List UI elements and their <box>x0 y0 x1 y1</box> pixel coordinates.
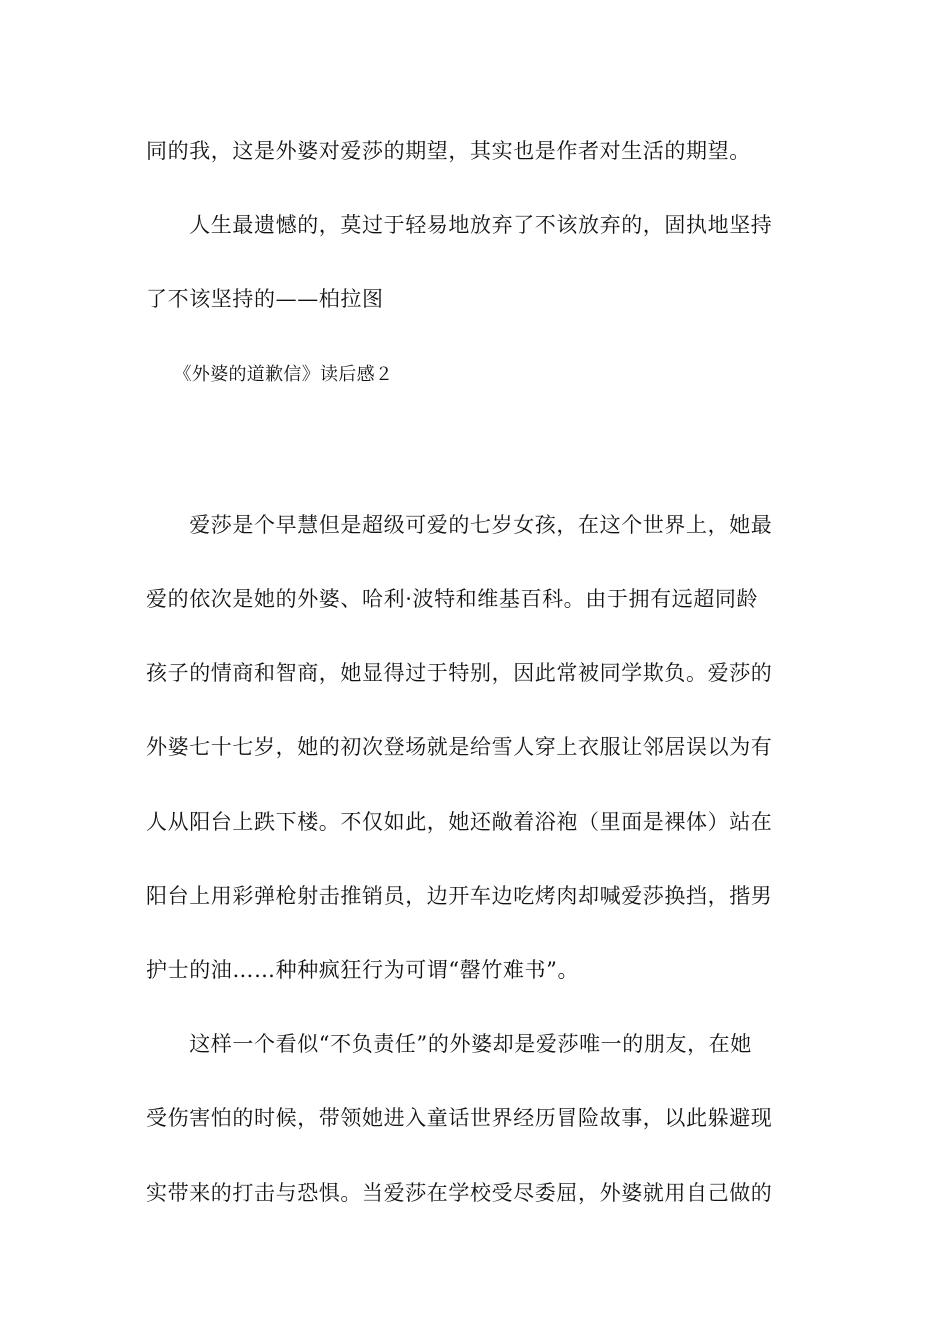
paragraph-3-line-6: 阳台上用彩弹枪射击推销员，边开车边吃烤肉却喊爱莎换挡，揩男 <box>146 884 773 908</box>
paragraph-3-line-5: 人从阳台上跌下楼。不仅如此，她还敞着浴袍（里面是裸体）站在 <box>146 810 773 834</box>
paragraph-3-line-1: 爱莎是个早慧但是超级可爱的七岁女孩，在这个世界上，她最 <box>146 513 773 537</box>
paragraph-1-line-1: 同的我，这是外婆对爱莎的期望，其实也是作者对生活的期望。 <box>146 139 751 163</box>
paragraph-3-line-4: 外婆七十七岁，她的初次登场就是给雪人穿上衣服让邻居误以为有 <box>146 735 773 759</box>
section-heading: 《外婆的道歉信》读后感２ <box>146 364 394 385</box>
paragraph-3-line-2: 爱的依次是她的外婆、哈利·波特和维基百科。由于拥有远超同龄 <box>146 587 759 611</box>
paragraph-3-line-3: 孩子的情商和智商，她显得过于特别，因此常被同学欺负。爱莎的 <box>146 661 773 685</box>
paragraph-4-line-1: 这样一个看似“不负责任”的外婆却是爱莎唯一的朋友，在她 <box>146 1032 752 1056</box>
paragraph-2-line-2: 了不该坚持的——柏拉图 <box>146 287 384 311</box>
paragraph-3-line-7: 护士的油……种种疯狂行为可谓“罄竹难书”。 <box>146 958 580 982</box>
paragraph-2-line-1: 人生最遗憾的，莫过于轻易地放弃了不该放弃的，固执地坚持 <box>146 213 773 237</box>
paragraph-4-line-3: 实带来的打击与恐惧。当爱莎在学校受尽委屈，外婆就用自己做的 <box>146 1181 773 1205</box>
paragraph-4-line-2: 受伤害怕的时候，带领她进入童话世界经历冒险故事，以此躲避现 <box>146 1106 773 1130</box>
